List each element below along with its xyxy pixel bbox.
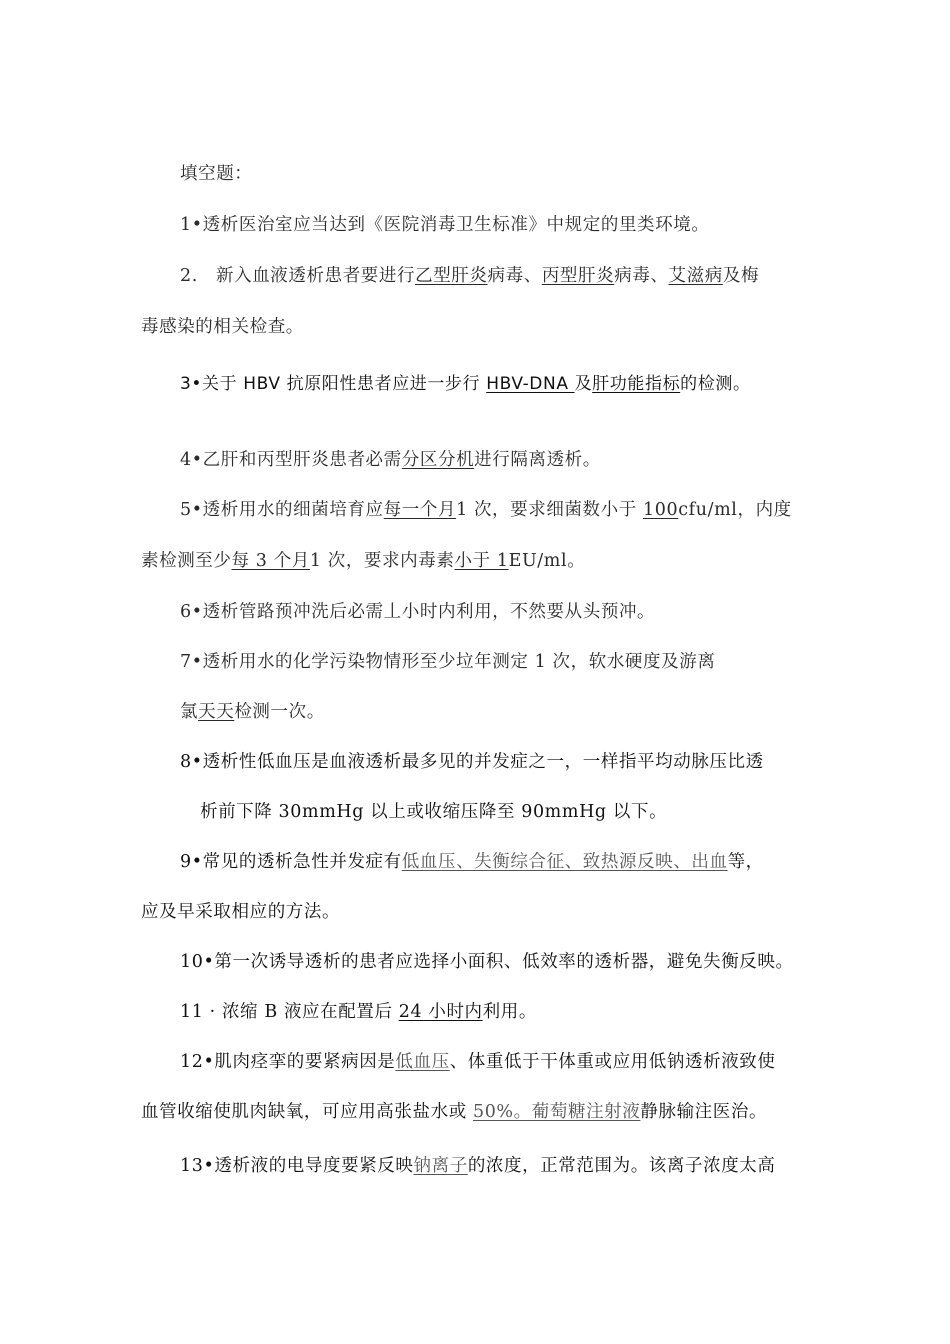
question-4 bbox=[180, 448, 601, 472]
q5-text-3: cfu/ml，内度 bbox=[678, 500, 792, 520]
question-12-line-1 bbox=[180, 1050, 776, 1074]
q4-answer: 分区分机 bbox=[401, 450, 475, 470]
q3-answer-liver: 肝功能指标 bbox=[592, 374, 681, 394]
q2-text-1: 2. 新入血液透析患者要进行 bbox=[180, 266, 416, 286]
q2-answer-aids: 艾滋病 bbox=[668, 266, 723, 286]
q5-text-1: 5•透析用水的细菌培育应 bbox=[180, 500, 384, 520]
q3-text-3: 的检测。 bbox=[680, 374, 751, 394]
q2-text-4: 及梅 bbox=[722, 266, 760, 286]
q5-answer-monthly: 每一个月 bbox=[383, 500, 457, 520]
q3-answer-dna: HBV-DNA bbox=[486, 374, 575, 394]
q5-answer-less-than-1: 小于 1 bbox=[454, 551, 509, 571]
question-3 bbox=[180, 372, 751, 396]
question-7-line-1: 7•透析用水的化学污染物情形至少垃年测定 1 次，软水硬度及游离 bbox=[180, 652, 716, 672]
question-6: 6•透析管路预冲洗后必需丄小时内利用，不然要从头预冲。 bbox=[180, 602, 656, 622]
q13-answer-sodium: 钠离子 bbox=[413, 1156, 468, 1176]
q11-text-1: 11 · 浓缩 B 液应在配置后 bbox=[180, 1002, 399, 1022]
q12-text-4: 静脉输注医治。 bbox=[640, 1102, 768, 1122]
question-2-line-1 bbox=[180, 264, 759, 288]
q2-answer-hcv: 丙型肝炎 bbox=[541, 266, 615, 286]
question-5-line-1 bbox=[180, 498, 792, 522]
q5-text-2: 1 次，要求细菌数小于 bbox=[456, 500, 644, 520]
question-8-line-2: 析前下降 30mmHg 以上或收缩压降至 90mmHg 以下。 bbox=[200, 802, 668, 822]
question-2-line-2: 毒感染的相关检查。 bbox=[141, 317, 304, 337]
question-10: 10•第一次诱导透析的患者应选择小面积、低效率的透析器，避免失衡反映。 bbox=[180, 952, 794, 972]
question-7-line-2 bbox=[180, 700, 325, 724]
q12-answer-hypotension: 低血压 bbox=[395, 1052, 450, 1072]
q13-text-2: 的浓度，正常范围为。该离子浓度太高 bbox=[467, 1156, 776, 1176]
q9-text-2: 等， bbox=[727, 852, 764, 872]
question-8-line-1: 8•透析性低血压是血液透析最多见的并发症之一，一样指平均动脉压比透 bbox=[180, 752, 764, 772]
q7-text-1: 氯 bbox=[180, 702, 199, 722]
q12-text-3: 血管收缩使肌肉缺氧，可应用高张盐水或 bbox=[141, 1102, 473, 1122]
question-9-line-1 bbox=[180, 850, 764, 874]
question-11 bbox=[180, 1000, 537, 1024]
q4-text-1: 4•乙肝和丙型肝炎患者必需 bbox=[180, 450, 402, 470]
question-13 bbox=[180, 1154, 776, 1178]
q9-answer: 低血压、失衡综合征、致热源反映、出血 bbox=[401, 852, 728, 872]
q12-answer-glucose: 50%。葡萄糖注射液 bbox=[472, 1102, 641, 1122]
question-12-line-2 bbox=[141, 1100, 767, 1124]
q3-text-2: 及 bbox=[574, 374, 593, 394]
q12-text-1: 12•肌肉痉挛的要紧病因是 bbox=[180, 1052, 396, 1072]
q5-text-4: 素检测至少 bbox=[141, 551, 232, 571]
q11-answer: 24 小时内 bbox=[398, 1002, 483, 1022]
q12-text-2: 、体重低于干体重或应用低钠透析液致使 bbox=[449, 1052, 776, 1072]
q11-text-2: 利用。 bbox=[482, 1002, 537, 1022]
q7-text-2: 检测一次。 bbox=[234, 702, 325, 722]
q2-answer-hbv: 乙型肝炎 bbox=[415, 266, 488, 286]
q13-text-1: 13•透析液的电导度要紧反映 bbox=[180, 1156, 414, 1176]
q4-text-2: 进行隔离透析。 bbox=[474, 450, 601, 470]
q2-text-3: 病毒、 bbox=[614, 266, 669, 286]
section-heading: 填空题： bbox=[180, 164, 253, 184]
q9-text-1: 9•常见的透析急性并发症有 bbox=[180, 852, 402, 872]
q5-answer-100: 100 bbox=[643, 500, 679, 520]
q2-text-2: 病毒、 bbox=[487, 266, 542, 286]
q7-answer-daily: 天天 bbox=[198, 702, 235, 722]
q3-text-1: 3•关于 HBV 抗原阳性患者应进一步行 bbox=[180, 374, 487, 394]
question-5-line-2 bbox=[141, 549, 585, 573]
q5-answer-3-months: 每 3 个月 bbox=[231, 551, 310, 571]
q5-text-6: EU/ml。 bbox=[508, 551, 586, 571]
question-1: 1•透析医治室应当达到《医院消毒卫生标准》中规定的里类环境。 bbox=[180, 215, 710, 235]
q5-text-5: 1 次，要求内毒素 bbox=[309, 551, 455, 571]
question-9-line-2: 应及早采取相应的方法。 bbox=[141, 902, 341, 922]
